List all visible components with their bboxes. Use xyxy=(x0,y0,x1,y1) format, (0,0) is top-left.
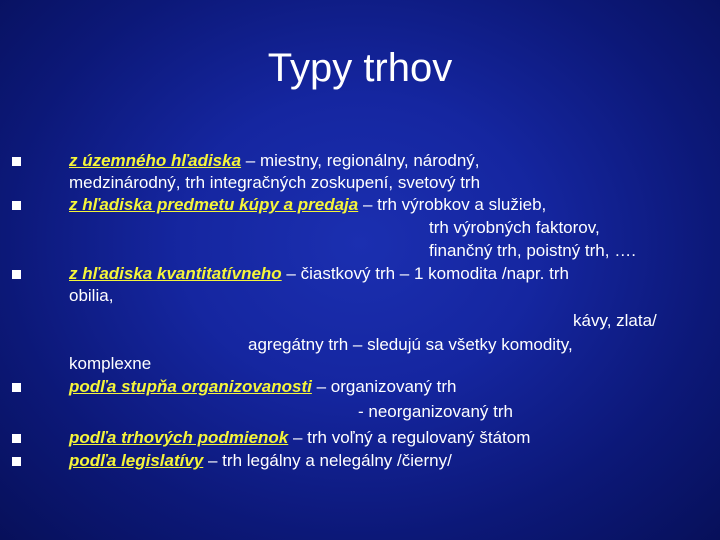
item-heading: z hľadiska kvantitatívneho xyxy=(69,264,282,283)
list-item-line: trh výrobných faktorov, xyxy=(429,218,600,237)
item-heading: podľa legislatívy xyxy=(69,451,204,470)
list-item-line: - neorganizovaný trh xyxy=(358,402,513,421)
list-item-line: obilia, xyxy=(69,286,114,305)
list-item-line xyxy=(69,450,452,472)
bullet-square-icon xyxy=(12,383,21,392)
item-heading: z územného hľadiska xyxy=(69,151,242,170)
bullet-square-icon xyxy=(12,201,21,210)
list-item-line xyxy=(69,194,546,216)
bullet-square-icon xyxy=(12,157,21,166)
item-text: – trh legálny a nelegálny /čierny/ xyxy=(203,451,452,470)
list-item-line: kávy, zlata/ xyxy=(573,311,657,330)
list-item-line xyxy=(69,427,530,449)
item-heading: podľa stupňa organizovanosti xyxy=(69,377,312,396)
list-item-line: medzinárodný, trh integračných zoskupení, svetový trh xyxy=(69,173,481,192)
bullet-square-icon xyxy=(12,457,21,466)
list-item-line: finančný trh, poistný trh, …. xyxy=(429,241,636,260)
item-text: – miestny, regionálny, národný, xyxy=(241,151,480,170)
list-item-line xyxy=(69,263,569,285)
bullet-square-icon xyxy=(12,434,21,443)
slide-title: Typy trhov xyxy=(267,46,453,90)
item-text: – trh voľný a regulovaný štátom xyxy=(288,428,531,447)
item-text: – trh výrobkov a služieb, xyxy=(358,195,547,214)
list-item-line xyxy=(69,150,480,172)
item-heading: podľa trhových podmienok xyxy=(69,428,289,447)
item-text: – čiastkový trh – 1 komodita /napr. trh xyxy=(281,264,569,283)
item-heading: z hľadiska predmetu kúpy a predaja xyxy=(69,195,359,214)
list-item-line: agregátny trh – sledujú sa všetky komodity, xyxy=(248,335,573,354)
list-item-line xyxy=(69,376,456,398)
bullet-square-icon xyxy=(12,270,21,279)
item-text: – organizovaný trh xyxy=(311,377,457,396)
list-item-line: komplexne xyxy=(69,354,152,373)
